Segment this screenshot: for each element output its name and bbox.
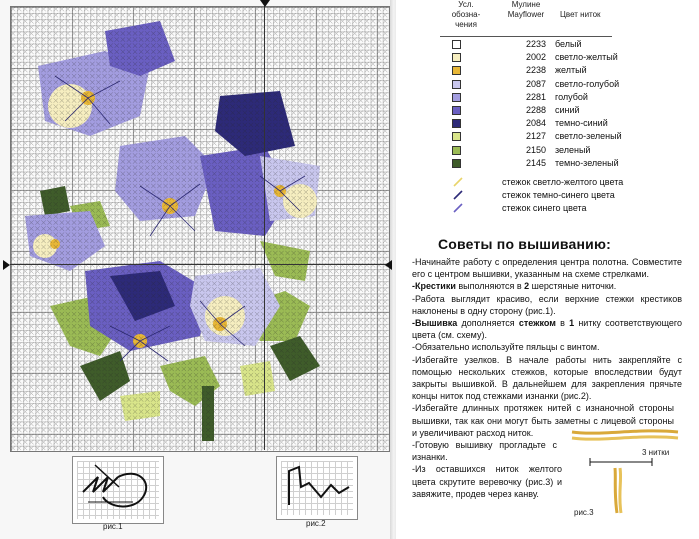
center-arrow-right-icon bbox=[385, 260, 392, 270]
legend-swatch-icon bbox=[452, 66, 461, 75]
figure-3-caption: рис.3 bbox=[574, 508, 594, 517]
figure-1-cross-stitch-diagram bbox=[72, 456, 164, 524]
legend-color-name: желтый bbox=[555, 65, 587, 76]
legend-swatch-icon bbox=[452, 80, 461, 89]
figure-2-caption: рис.2 bbox=[306, 519, 326, 528]
tip-paragraph: -Обязательно используйте пяльцы с винтом. bbox=[412, 342, 600, 353]
tips-title: Советы по вышиванию: bbox=[438, 236, 612, 252]
legend-header-rule bbox=[440, 36, 612, 37]
legend-swatch-icon bbox=[452, 146, 461, 155]
legend-color-name: зеленый bbox=[555, 144, 591, 155]
legend-code: 2288 bbox=[525, 105, 546, 115]
legend-swatch-icon bbox=[452, 53, 461, 62]
figure-1-caption: рис.1 bbox=[103, 522, 123, 531]
legend-header-symbol: Усл. обозна- чения bbox=[451, 0, 481, 29]
thread-path-icon bbox=[277, 457, 357, 519]
legend-code: 2145 bbox=[525, 157, 546, 168]
legend-code: 2127 bbox=[525, 131, 546, 142]
stitch-name: стежок светло-желтого цвета bbox=[502, 177, 624, 187]
legend-color-name: светло-голубой bbox=[555, 78, 620, 89]
legend-code: 2150 bbox=[525, 144, 546, 155]
stitch-line-icon bbox=[452, 176, 464, 188]
legend-color-name: синий bbox=[555, 105, 580, 115]
legend-code: 2281 bbox=[525, 91, 546, 102]
legend-color-name: темно-зеленый bbox=[555, 157, 619, 168]
legend-code: 2238 bbox=[525, 65, 546, 76]
legend-color-name: темно-синий bbox=[555, 118, 608, 129]
stitch-name: стежок синего цвета bbox=[502, 203, 587, 213]
tip-paragraph: -Избегайте узелков. В начале работы нить закрепляйте с помощью нескольких стежков, которые впоследствии будут закрыты вышивкой. В дальнейшем для закрепления прячьте концы ниток под стежками изнанки (рис.2). bbox=[412, 354, 682, 402]
pansy-design bbox=[10, 6, 388, 450]
legend-swatch-icon bbox=[452, 93, 461, 102]
tip-paragraph: -Вышивка дополняется стежком в 1 нитку соответствующего цвета (см. схему). bbox=[412, 318, 682, 341]
legend-code: 2233 bbox=[525, 39, 546, 49]
legend-swatch-icon bbox=[452, 40, 461, 49]
center-arrow-top-icon bbox=[260, 0, 270, 7]
legend-color-name: светло-зеленый bbox=[555, 131, 622, 142]
legend-color-name: голубой bbox=[555, 91, 588, 102]
needle-stitch-icon bbox=[73, 457, 163, 523]
tip-paragraph: -Избегайте длинных протяжек нитей с изнаночной стороны вышивки, так как они могут быть заметны с лицевой стороны и увеличивают расход ниток. bbox=[412, 403, 674, 438]
stitch-line-icon bbox=[452, 189, 464, 201]
legend-code: 2002 bbox=[525, 52, 546, 63]
center-arrow-left-icon bbox=[3, 260, 10, 270]
legend-swatch-icon bbox=[452, 159, 461, 168]
tip-paragraph: -Начинайте работу с определения центра полотна. Совместите его с центром вышивки, указанным на схеме стрелками. bbox=[412, 257, 682, 280]
center-line-horizontal bbox=[10, 264, 388, 265]
figure-2-thread-securing-diagram bbox=[276, 456, 358, 520]
legend-swatch-icon bbox=[452, 132, 461, 141]
legend-header-brand: Мулине Mayflower bbox=[507, 0, 545, 19]
legend-swatch-icon bbox=[452, 119, 461, 128]
figure-3-threads-label: 3 нитки bbox=[642, 448, 670, 457]
legend-color-name: светло-желтый bbox=[555, 52, 618, 63]
legend-swatch-icon bbox=[452, 106, 461, 115]
center-line-vertical bbox=[264, 6, 265, 450]
stitch-line-icon bbox=[452, 202, 464, 214]
legend-code: 2087 bbox=[525, 78, 546, 89]
tip-paragraph: -Готовую вышивку прогладьте с изнанки. bbox=[412, 440, 557, 463]
legend-color-name: белый bbox=[555, 39, 582, 49]
tip-paragraph: -Крестики выполняются в 2 шерстяные ниточки. bbox=[412, 281, 617, 292]
tip-paragraph: -Из оставшихся ниток желтого цвета скрутите веревочку (рис.3) и завяжите, продев через канву. bbox=[412, 464, 562, 499]
stitch-name: стежок темно-синего цвета bbox=[502, 190, 615, 200]
legend-code: 2084 bbox=[525, 118, 546, 129]
tip-paragraph: -Работа выглядит красиво, если верхние стежки крестиков наклонены в одну сторону (рис.1). bbox=[412, 293, 682, 316]
legend-header-color: Цвет ниток bbox=[560, 10, 601, 19]
